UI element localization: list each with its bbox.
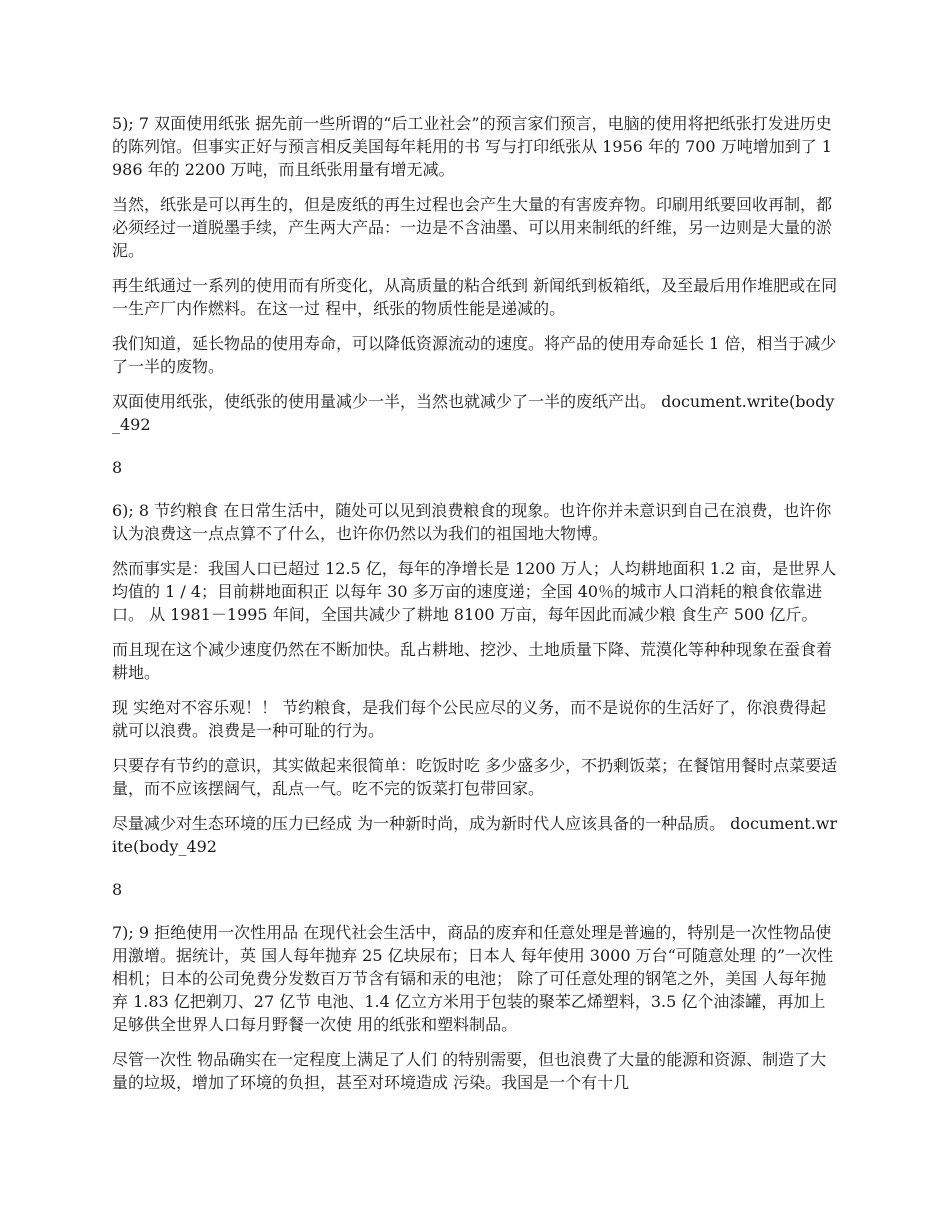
paragraph-extend-lifespan: 我们知道，延长物品的使用寿命，可以降低资源流动的速度。将产品的使用寿命延长 1 倍，相当于减少了一半的废物。 [112, 334, 837, 376]
paragraph-paper-recycling: 当然，纸张是可以再生的，但是废纸的再生过程也会产生大量的有害废弃物。印刷用纸要回收再制，都必须经过一道脱墨手续，产生两大产品：一边是不含油墨、可以用来制纸的纤维，另一边则是大量的淤泥。 [112, 195, 833, 260]
paragraph-disposable-items: 7); 9 拒绝使用一次性用品 在现代社会生活中，商品的废弃和任意处理是普遍的，特别是一次性物品使用激增。据统计，英 国人每年抛弃 25 亿块尿布；日本人 每年使用 3000 万台“可随意处理 的”一次性相机；日本的公司免费分发数百万节含有镉和汞的电池； 除了可任意处理的钢笔之外，美国 人每年抛弃 1.83 亿把剃刀、27 亿节 电池、1.4 亿立方米用于包装的聚苯乙烯塑料，3.5 亿个油漆罐，再加上 足够供全世界人口每月野餐一次使 用的纸张和塑料制品。 [112, 923, 834, 1034]
paragraph-farmland-loss: 而且现在这个减少速度仍然在不断加快。乱占耕地、挖沙、土地质量下降、荒漠化等种种现象在蚕食着耕地。 [112, 640, 833, 682]
section-number: 8 [112, 880, 123, 899]
paragraph-disposable-waste: 尽管一次性 物品确实在一定程度上满足了人们 的特别需要，但也浪费了大量的能源和资源、制造了大量的垃圾，增加了环境的负担，甚至对环境造成 污染。我国是一个有十几 [112, 1050, 827, 1092]
paragraph-new-fashion: 尽量减少对生态环境的压力已经成 为一种新时尚，成为新时代人应该具备的一种品质。 document.write(body_492 [112, 814, 838, 856]
paragraph-simple-saving: 只要存有节约的意识，其实做起来很简单：吃饭时吃 多少盛多少，不扔剩饭菜；在餐馆用餐时点菜要适量，而不应该摆阔气，乱点一气。吃不完的饭菜打包带回家。 [112, 756, 838, 798]
paragraph-save-food: 6); 8 节约粮食 在日常生活中，随处可以见到浪费粮食的现象。也许你并未意识到自己在浪费，也许你认为浪费这一点点算不了什么，也许你仍然以为我们的祖国地大物博。 [112, 501, 832, 543]
paragraph-food-facts: 然而事实是：我国人口已超过 12.5 亿，每年的净增长是 1200 万人；人均耕地面积 1.2 亩，是世界人均值的 1 / 4；目前耕地面积正 以每年 30 多万亩的速度递；全国 40％的城市人口消耗的粮食依靠进口。 从 1981－1995 年间，全国共减少了耕地 8100 万亩，每年因此而减少粮 食生产 500 亿斤。 [112, 559, 837, 624]
paragraph-duty-to-save: 现 实绝对不容乐观！！ 节约粮食，是我们每个公民应尽的义务，而不是说你的生活好了，你浪费得起就可以浪费。浪费是一种可耻的行为。 [112, 698, 827, 740]
paragraph-double-sided-paper: 5); 7 双面使用纸张 据先前一些所谓的“后工业社会”的预言家们预言，电脑的使用将把纸张打发进历史的陈列馆。但事实正好与预言相反美国每年耗用的书 写与打印纸张从 1956 年的 700 万吨增加到了 1986 年的 2200 万吨，而且纸张用量有增无减。 [112, 114, 832, 179]
paragraph-double-sided-summary: 双面使用纸张，使纸张的使用量减少一半，当然也就减少了一半的废纸产出。 document.write(body_492 [112, 392, 835, 434]
paragraph-recycled-paper-use: 再生纸通过一系列的使用而有所变化，从高质量的粘合纸到 新闻纸到板箱纸，及至最后用作堆肥或在同一生产厂内作燃料。在这一过 程中，纸张的物质性能是递减的。 [112, 276, 838, 318]
section-number: 8 [112, 458, 123, 477]
